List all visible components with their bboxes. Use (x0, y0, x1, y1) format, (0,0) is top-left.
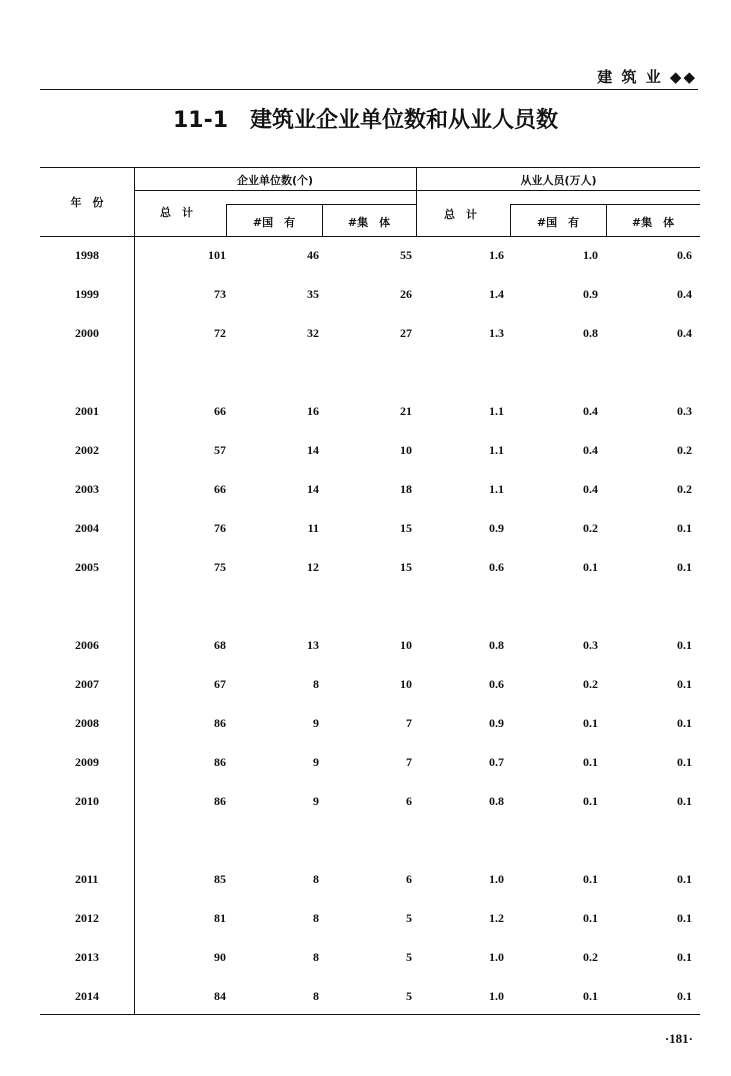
year-cell: 2014 (75, 989, 99, 1003)
table-row (40, 248, 700, 262)
units-group-header: 企业单位数(个) (236, 174, 314, 187)
employees-collective-cell: 0.1 (677, 521, 692, 535)
units-state-cell: 9 (313, 716, 319, 730)
employees-total-cell: 0.8 (489, 794, 504, 808)
header-rule (40, 89, 698, 90)
employees-state-cell: 0.1 (583, 716, 598, 730)
units-total-cell: 66 (214, 404, 226, 418)
units-total-cell: 75 (214, 560, 226, 574)
units-total-cell: 84 (214, 989, 226, 1003)
units-state-cell: 14 (307, 443, 319, 457)
page-title (0, 103, 731, 134)
table-top-rule (40, 167, 700, 168)
employees-collective-cell: 0.6 (677, 248, 692, 262)
employees-total-cell: 1.1 (489, 482, 504, 496)
units-state-header: #国 有 (252, 216, 296, 229)
units-total-cell: 101 (208, 248, 226, 262)
units-state-cell: 12 (307, 560, 319, 574)
employees-collective-cell: 0.1 (677, 911, 692, 925)
employees-state-cell: 0.1 (583, 560, 598, 574)
employees-total-cell: 1.0 (489, 950, 504, 964)
employees-total-cell: 1.1 (489, 443, 504, 457)
year-cell: 1998 (75, 248, 99, 262)
units-collective-cell: 6 (406, 794, 412, 808)
units-total-cell: 86 (214, 716, 226, 730)
employees-state-cell: 0.4 (583, 443, 598, 457)
units-state-cell: 9 (313, 755, 319, 769)
employees-collective-cell: 0.4 (677, 326, 692, 340)
year-cell: 2010 (75, 794, 99, 808)
year-cell: 2013 (75, 950, 99, 964)
units-total-cell: 85 (214, 872, 226, 886)
year-cell: 1999 (75, 287, 99, 301)
units-state-cell: 14 (307, 482, 319, 496)
year-cell: 2003 (75, 482, 99, 496)
units-total-cell: 76 (214, 521, 226, 535)
units-total-cell: 66 (214, 482, 226, 496)
employees-state-cell: 0.8 (583, 326, 598, 340)
year-cell: 2006 (75, 638, 99, 652)
table-row (40, 326, 700, 340)
units-collective-cell: 55 (400, 248, 412, 262)
employees-total-cell: 1.1 (489, 404, 504, 418)
table-row (40, 872, 700, 886)
subheader-top-rule-2 (510, 204, 700, 205)
units-total-cell: 73 (214, 287, 226, 301)
units-total-cell: 81 (214, 911, 226, 925)
employees-state-cell: 0.4 (583, 404, 598, 418)
units-collective-header: #集 体 (347, 216, 391, 229)
employees-total-cell: 1.4 (489, 287, 504, 301)
employees-total-cell: 1.2 (489, 911, 504, 925)
table-bottom-rule (40, 1014, 700, 1015)
table-number: 11-1 (172, 108, 229, 133)
employees-state-cell: 1.0 (583, 248, 598, 262)
employees-collective-header: #集 体 (631, 216, 675, 229)
table-row (40, 716, 700, 730)
units-total-cell: 57 (214, 443, 226, 457)
units-collective-cell: 5 (406, 989, 412, 1003)
year-cell: 2008 (75, 716, 99, 730)
group-header-rule (134, 190, 700, 191)
units-state-cell: 35 (307, 287, 319, 301)
units-state-cell: 8 (313, 950, 319, 964)
units-collective-cell: 21 (400, 404, 412, 418)
units-collective-cell: 5 (406, 911, 412, 925)
table-row (40, 443, 700, 457)
employees-state-cell: 0.2 (583, 521, 598, 535)
year-cell: 2001 (75, 404, 99, 418)
table-row (40, 989, 700, 1003)
employees-total-cell: 1.0 (489, 872, 504, 886)
units-collective-cell: 18 (400, 482, 412, 496)
employees-state-cell: 0.2 (583, 950, 598, 964)
table-row (40, 950, 700, 964)
table-title: 建筑业企业单位数和从业人员数 (250, 108, 559, 133)
table-row (40, 677, 700, 691)
units-state-cell: 9 (313, 794, 319, 808)
year-header: 年 份 (70, 196, 104, 209)
employees-state-header: #国 有 (536, 216, 580, 229)
employees-total-cell: 1.3 (489, 326, 504, 340)
table-row (40, 287, 700, 301)
table-row (40, 755, 700, 769)
units-collective-cell: 5 (406, 950, 412, 964)
units-collective-cell: 10 (400, 638, 412, 652)
employees-total-header: 总 计 (444, 208, 477, 221)
employees-collective-cell: 0.2 (677, 443, 692, 457)
units-total-cell: 72 (214, 326, 226, 340)
units-total-cell: 68 (214, 638, 226, 652)
employees-state-cell: 0.1 (583, 989, 598, 1003)
year-cell: 2002 (75, 443, 99, 457)
subheader-top-rule (226, 204, 416, 205)
employees-collective-cell: 0.1 (677, 716, 692, 730)
employees-total-cell: 0.6 (489, 677, 504, 691)
units-collective-cell: 15 (400, 560, 412, 574)
units-state-cell: 8 (313, 989, 319, 1003)
running-header: 建 筑 业 ◆◆ (597, 68, 697, 86)
employees-group-header: 从业人员(万人) (520, 174, 597, 187)
employees-state-cell: 0.3 (583, 638, 598, 652)
employees-state-cell: 0.9 (583, 287, 598, 301)
units-state-cell: 8 (313, 677, 319, 691)
table-row (40, 521, 700, 535)
year-cell: 2004 (75, 521, 99, 535)
employees-total-cell: 1.6 (489, 248, 504, 262)
year-cell: 2009 (75, 755, 99, 769)
employees-total-cell: 0.8 (489, 638, 504, 652)
employees-collective-cell: 0.1 (677, 560, 692, 574)
year-cell: 2000 (75, 326, 99, 340)
employees-total-cell: 0.9 (489, 716, 504, 730)
units-state-cell: 8 (313, 911, 319, 925)
table-row (40, 794, 700, 808)
employees-state-cell: 0.2 (583, 677, 598, 691)
units-collective-cell: 15 (400, 521, 412, 535)
employees-collective-cell: 0.3 (677, 404, 692, 418)
units-state-cell: 8 (313, 872, 319, 886)
units-collective-cell: 26 (400, 287, 412, 301)
year-cell: 2005 (75, 560, 99, 574)
units-collective-cell: 6 (406, 872, 412, 886)
units-collective-cell: 10 (400, 677, 412, 691)
employees-collective-cell: 0.1 (677, 794, 692, 808)
units-total-cell: 86 (214, 794, 226, 808)
year-cell: 2012 (75, 911, 99, 925)
employees-collective-cell: 0.1 (677, 950, 692, 964)
employees-collective-cell: 0.1 (677, 638, 692, 652)
units-state-cell: 11 (307, 521, 319, 535)
units-state-cell: 46 (307, 248, 319, 262)
employees-collective-cell: 0.1 (677, 755, 692, 769)
employees-collective-cell: 0.1 (677, 989, 692, 1003)
header-bottom-rule (40, 236, 700, 237)
units-state-cell: 13 (307, 638, 319, 652)
employees-total-cell: 0.6 (489, 560, 504, 574)
employees-state-cell: 0.1 (583, 794, 598, 808)
units-total-cell: 67 (214, 677, 226, 691)
table-row (40, 911, 700, 925)
employees-total-cell: 0.7 (489, 755, 504, 769)
table-row (40, 404, 700, 418)
year-cell: 2011 (75, 872, 99, 886)
table-row (40, 560, 700, 574)
employees-state-cell: 0.1 (583, 755, 598, 769)
units-collective-cell: 7 (406, 755, 412, 769)
employees-collective-cell: 0.4 (677, 287, 692, 301)
units-collective-cell: 7 (406, 716, 412, 730)
year-cell: 2007 (75, 677, 99, 691)
units-total-cell: 86 (214, 755, 226, 769)
units-state-cell: 32 (307, 326, 319, 340)
table-row (40, 638, 700, 652)
units-total-cell: 90 (214, 950, 226, 964)
employees-state-cell: 0.1 (583, 872, 598, 886)
units-total-header: 总 计 (160, 206, 193, 219)
employees-total-cell: 1.0 (489, 989, 504, 1003)
employees-collective-cell: 0.1 (677, 677, 692, 691)
employees-collective-cell: 0.1 (677, 872, 692, 886)
employees-state-cell: 0.4 (583, 482, 598, 496)
units-collective-cell: 10 (400, 443, 412, 457)
employees-total-cell: 0.9 (489, 521, 504, 535)
units-state-cell: 16 (307, 404, 319, 418)
units-collective-cell: 27 (400, 326, 412, 340)
employees-collective-cell: 0.2 (677, 482, 692, 496)
table-row (40, 482, 700, 496)
employees-state-cell: 0.1 (583, 911, 598, 925)
page-number: ·181· (664, 1031, 693, 1046)
